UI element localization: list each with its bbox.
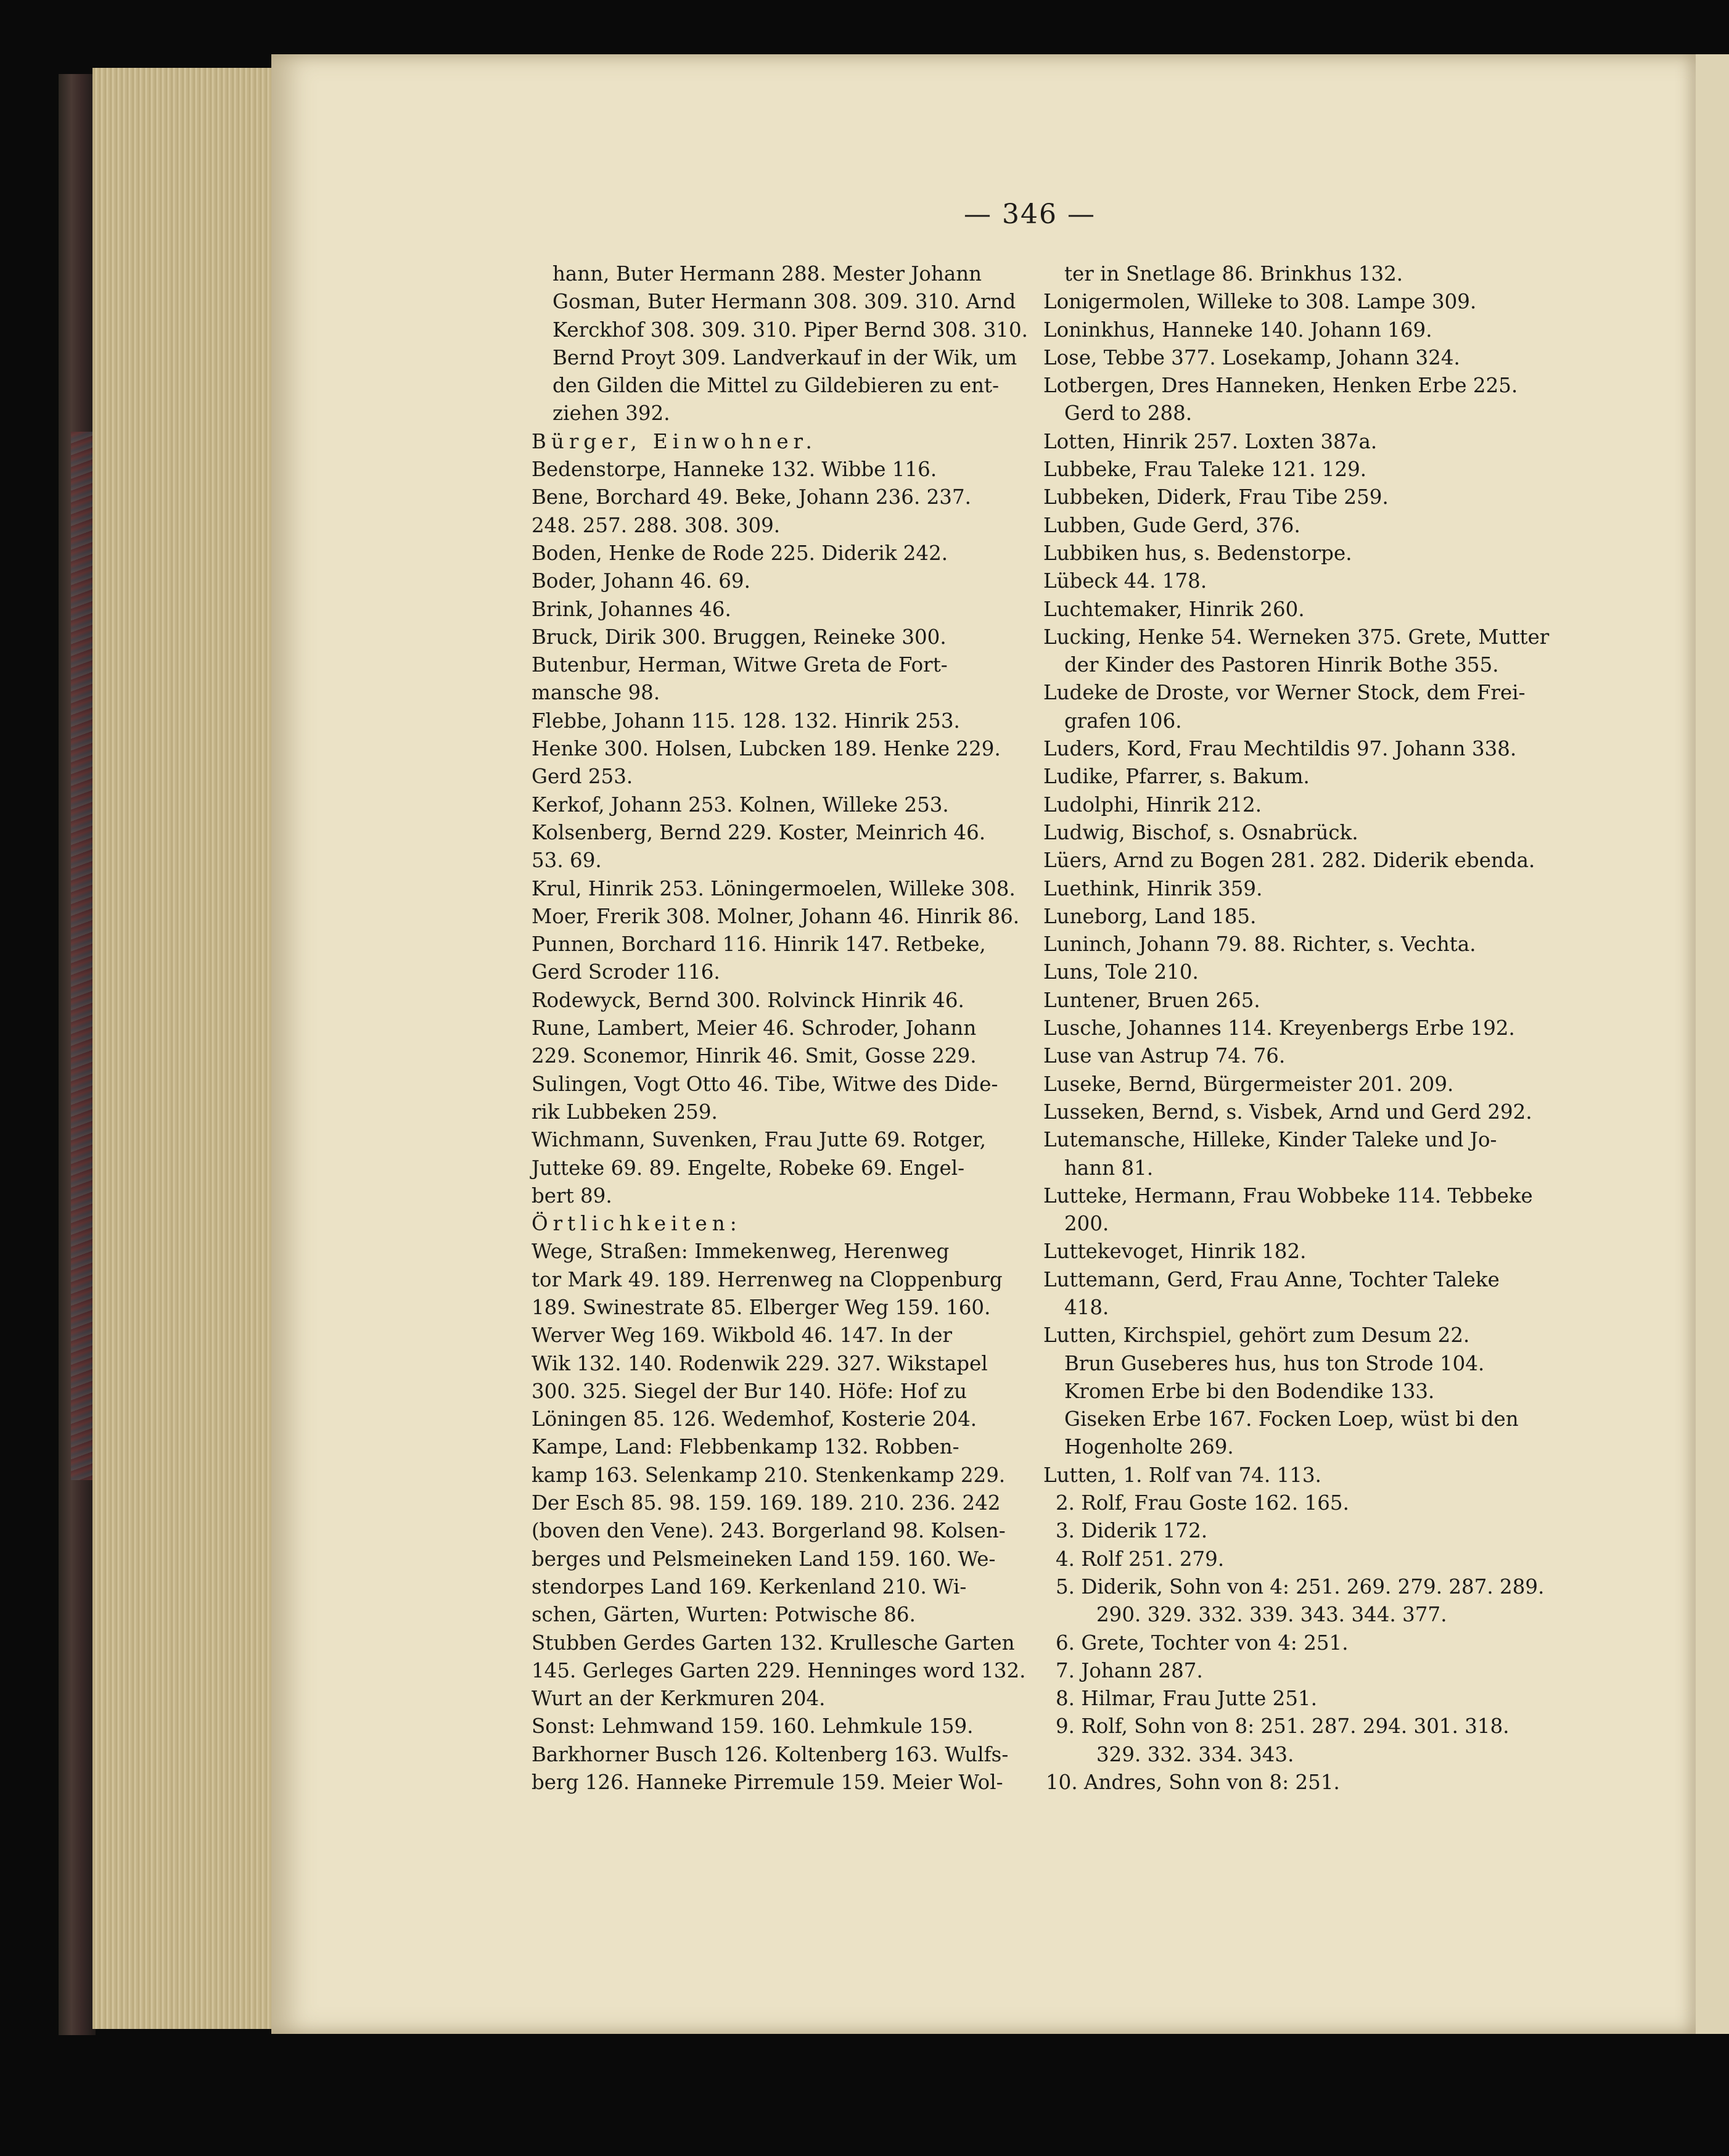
text-line: Sulingen, Vogt Otto 46. Tibe, Witwe des Dide- bbox=[532, 1072, 998, 1096]
text-line: 229. Sconemor, Hinrik 46. Smit, Gosse 229. bbox=[532, 1044, 977, 1068]
text-line: Lubbiken hus, s. Bedenstorpe. bbox=[1043, 541, 1352, 565]
next-page-edge bbox=[1696, 54, 1729, 2034]
text-line: der Kinder des Pastoren Hinrik Bothe 355. bbox=[1064, 653, 1499, 677]
text-line: Luntener, Bruen 265. bbox=[1043, 988, 1260, 1012]
text-line: Lusseken, Bernd, s. Visbek, Arnd und Gerd 292. bbox=[1043, 1100, 1532, 1124]
text-line: Bedenstorpe, Hanneke 132. Wibbe 116. bbox=[532, 458, 937, 482]
text-line: Luneborg, Land 185. bbox=[1043, 904, 1257, 928]
text-line: Luethink, Hinrik 359. bbox=[1043, 876, 1263, 900]
text-line: Gerd to 288. bbox=[1064, 401, 1193, 426]
text-line: Boden, Henke de Rode 225. Diderik 242. bbox=[532, 541, 948, 565]
text-line: hann 81. bbox=[1064, 1156, 1154, 1180]
text-line: Lutemansche, Hilleke, Kinder Taleke und Jo- bbox=[1043, 1128, 1497, 1152]
text-line: Lubben, Gude Gerd, 376. bbox=[1043, 513, 1300, 537]
text-line: Ludeke de Droste, vor Werner Stock, dem Frei- bbox=[1043, 681, 1526, 705]
text-line: Rune, Lambert, Meier 46. Schroder, Johann bbox=[532, 1016, 977, 1040]
text-line: Lutten, 1. Rolf van 74. 113. bbox=[1043, 1463, 1321, 1487]
text-line: Lusche, Johannes 114. Kreyenbergs Erbe 192. bbox=[1043, 1016, 1515, 1040]
text-line: Kolsenberg, Bernd 229. Koster, Meinrich 46. bbox=[532, 820, 986, 844]
text-line: Kerkof, Johann 253. Kolnen, Willeke 253. bbox=[532, 792, 949, 817]
text-line: 189. Swinestrate 85. Elberger Weg 159. 160. bbox=[532, 1295, 991, 1319]
text-line: berg 126. Hanneke Pirremule 159. Meier Wol- bbox=[532, 1771, 1003, 1795]
text-line: 5. Diderik, Sohn von 4: 251. 269. 279. 287. 289. bbox=[1056, 1574, 1545, 1598]
text-line: Gosman, Buter Hermann 308. 309. 310. Arnd bbox=[552, 290, 1016, 314]
text-line: 200. bbox=[1064, 1212, 1109, 1236]
text-line: Werver Weg 169. Wikbold 46. 147. In der bbox=[532, 1323, 953, 1348]
text-line: Löningen 85. 126. Wedemhof, Kosterie 204. bbox=[532, 1407, 977, 1431]
text-line: Lose, Tebbe 377. Losekamp, Johann 324. bbox=[1043, 345, 1460, 369]
text-line: Lubbeke, Frau Taleke 121. 129. bbox=[1043, 458, 1367, 482]
text-line: Brun Guseberes hus, hus ton Strode 104. bbox=[1064, 1351, 1485, 1375]
text-line: rik Lubbeken 259. bbox=[532, 1100, 718, 1124]
text-line: Kampe, Land: Flebbenkamp 132. Robben- bbox=[532, 1435, 959, 1459]
text-line: 145. Gerleges Garten 229. Henninges word 132. bbox=[532, 1658, 1026, 1682]
text-line: hann, Buter Hermann 288. Mester Johann bbox=[552, 262, 982, 286]
text-line: Ludike, Pfarrer, s. Bakum. bbox=[1043, 765, 1310, 789]
left-column bbox=[532, 260, 1028, 1796]
text-line: 290. 329. 332. 339. 343. 344. 377. bbox=[1096, 1603, 1447, 1627]
text-line: grafen 106. bbox=[1064, 709, 1182, 733]
text-line: kamp 163. Selenkamp 210. Stenkenkamp 229. bbox=[532, 1463, 1006, 1487]
text-line: 248. 257. 288. 308. 309. bbox=[532, 513, 781, 537]
right-column bbox=[1043, 260, 1550, 1796]
text-line: Brink, Johannes 46. bbox=[532, 597, 731, 621]
text-line: Sonst: Lehmwand 159. 160. Lehmkule 159. bbox=[532, 1714, 974, 1738]
text-line: Butenbur, Herman, Witwe Greta de Fort- bbox=[532, 653, 948, 677]
text-line: Luse van Astrup 74. 76. bbox=[1043, 1044, 1286, 1068]
text-line: Lutteke, Hermann, Frau Wobbeke 114. Tebbeke bbox=[1043, 1183, 1533, 1208]
text-line: Henke 300. Holsen, Lubcken 189. Henke 229. bbox=[532, 737, 1001, 761]
text-line: Stubben Gerdes Garten 132. Krullesche Garten bbox=[532, 1631, 1015, 1655]
text-line: Ludolphi, Hinrik 212. bbox=[1043, 792, 1262, 817]
text-line: 2. Rolf, Frau Goste 162. 165. bbox=[1056, 1491, 1349, 1515]
text-line: Punnen, Borchard 116. Hinrik 147. Retbeke, bbox=[532, 932, 986, 957]
section-heading: Örtlichkeiten: bbox=[532, 1212, 742, 1236]
text-line: 418. bbox=[1064, 1295, 1109, 1319]
text-line: Lonigermolen, Willeke to 308. Lampe 309. bbox=[1043, 290, 1477, 314]
text-line: Luttemann, Gerd, Frau Anne, Tochter Taleke bbox=[1043, 1267, 1500, 1291]
text-line: Barkhorner Busch 126. Koltenberg 163. Wulfs- bbox=[532, 1742, 1009, 1766]
text-line: tor Mark 49. 189. Herrenweg na Cloppenburg bbox=[532, 1267, 1003, 1291]
text-line: berges und Pelsmeineken Land 159. 160. We- bbox=[532, 1547, 996, 1571]
text-line: 4. Rolf 251. 279. bbox=[1056, 1547, 1225, 1571]
text-line: Kromen Erbe bi den Bodendike 133. bbox=[1064, 1379, 1435, 1403]
text-line: Lotbergen, Dres Hanneken, Henken Erbe 225. bbox=[1043, 374, 1518, 398]
text-line: ziehen 392. bbox=[552, 401, 670, 426]
text-line: Wurt an der Kerkmuren 204. bbox=[532, 1687, 826, 1711]
text-line: Jutteke 69. 89. Engelte, Robeke 69. Engel- bbox=[532, 1156, 965, 1180]
text-line: schen, Gärten, Wurten: Potwische 86. bbox=[532, 1603, 916, 1627]
text-line: (boven den Vene). 243. Borgerland 98. Kolsen- bbox=[532, 1519, 1006, 1543]
text-line: Gerd 253. bbox=[532, 765, 633, 789]
text-line: Gerd Scroder 116. bbox=[532, 960, 720, 984]
text-line: 7. Johann 287. bbox=[1056, 1658, 1203, 1682]
text-line: Ludwig, Bischof, s. Osnabrück. bbox=[1043, 820, 1358, 844]
text-line: 3. Diderik 172. bbox=[1056, 1519, 1208, 1543]
text-line: Lutten, Kirchspiel, gehört zum Desum 22. bbox=[1043, 1323, 1470, 1348]
text-line: Bruck, Dirik 300. Bruggen, Reineke 300. bbox=[532, 625, 947, 649]
text-line: 329. 332. 334. 343. bbox=[1096, 1742, 1294, 1766]
text-line: Boder, Johann 46. 69. bbox=[532, 569, 750, 593]
text-line: Bene, Borchard 49. Beke, Johann 236. 237. bbox=[532, 485, 971, 509]
text-line: Der Esch 85. 98. 159. 169. 189. 210. 236. 242 bbox=[532, 1491, 1001, 1515]
text-line: 300. 325. Siegel der Bur 140. Höfe: Hof zu bbox=[532, 1379, 967, 1403]
text-line: Luseke, Bernd, Bürgermeister 201. 209. bbox=[1043, 1072, 1454, 1096]
text-line: ter in Snetlage 86. Brinkhus 132. bbox=[1064, 262, 1403, 286]
text-line: Luns, Tole 210. bbox=[1043, 960, 1199, 984]
text-line: Luttekevoget, Hinrik 182. bbox=[1043, 1240, 1307, 1264]
text-line: Kerckhof 308. 309. 310. Piper Bernd 308. 310. bbox=[552, 318, 1028, 342]
text-line: Wik 132. 140. Rodenwik 229. 327. Wikstapel bbox=[532, 1351, 988, 1375]
text-line: 9. Rolf, Sohn von 8: 251. 287. 294. 301. 318. bbox=[1056, 1714, 1509, 1738]
text-line: stendorpes Land 169. Kerkenland 210. Wi- bbox=[532, 1574, 967, 1598]
text-line: Luchtemaker, Hinrik 260. bbox=[1043, 597, 1305, 621]
text-line: Lübeck 44. 178. bbox=[1043, 569, 1207, 593]
text-line: Moer, Frerik 308. Molner, Johann 46. Hinrik 86. bbox=[532, 904, 1020, 928]
text-line: Flebbe, Johann 115. 128. 132. Hinrik 253. bbox=[532, 709, 960, 733]
text-line: Loninkhus, Hanneke 140. Johann 169. bbox=[1043, 318, 1432, 342]
text-line: Wichmann, Suvenken, Frau Jutte 69. Rotger, bbox=[532, 1128, 987, 1152]
section-heading: Bürger, Einwohner. bbox=[532, 429, 817, 453]
text-line: Lucking, Henke 54. Werneken 375. Grete, Mutter bbox=[1043, 625, 1550, 649]
text-line: Luninch, Johann 79. 88. Richter, s. Vechta. bbox=[1043, 932, 1476, 957]
text-line: Hogenholte 269. bbox=[1064, 1435, 1234, 1459]
text-line: Wege, Straßen: Immekenweg, Herenweg bbox=[532, 1240, 950, 1264]
text-line: Lubbeken, Diderk, Frau Tibe 259. bbox=[1043, 485, 1389, 509]
text-line: 8. Hilmar, Frau Jutte 251. bbox=[1056, 1687, 1318, 1711]
text-line: mansche 98. bbox=[532, 681, 660, 705]
page-edges bbox=[92, 68, 277, 2029]
text-line: bert 89. bbox=[532, 1183, 612, 1208]
text-line: Luders, Kord, Frau Mechtildis 97. Johann 338. bbox=[1043, 737, 1517, 761]
page-number: — 346 — bbox=[964, 199, 1096, 230]
text-line: Rodewyck, Bernd 300. Rolvinck Hinrik 46. bbox=[532, 988, 964, 1012]
text-line: Lotten, Hinrik 257. Loxten 387a. bbox=[1043, 429, 1378, 453]
text-line: Lüers, Arnd zu Bogen 281. 282. Diderik ebenda. bbox=[1043, 849, 1535, 873]
text-line: Bernd Proyt 309. Landverkauf in der Wik, um bbox=[552, 345, 1017, 369]
text-line: 53. 69. bbox=[532, 849, 602, 873]
text-line: Giseken Erbe 167. Focken Loep, wüst bi den bbox=[1064, 1407, 1519, 1431]
text-line: 10. Andres, Sohn von 8: 251. bbox=[1046, 1771, 1340, 1795]
text-line: Krul, Hinrik 253. Löningermoelen, Willeke 308. bbox=[532, 876, 1016, 900]
marbled-edge bbox=[71, 432, 92, 1480]
text-line: den Gilden die Mittel zu Gildebieren zu ent- bbox=[552, 374, 1000, 398]
text-line: 6. Grete, Tochter von 4: 251. bbox=[1056, 1631, 1349, 1655]
